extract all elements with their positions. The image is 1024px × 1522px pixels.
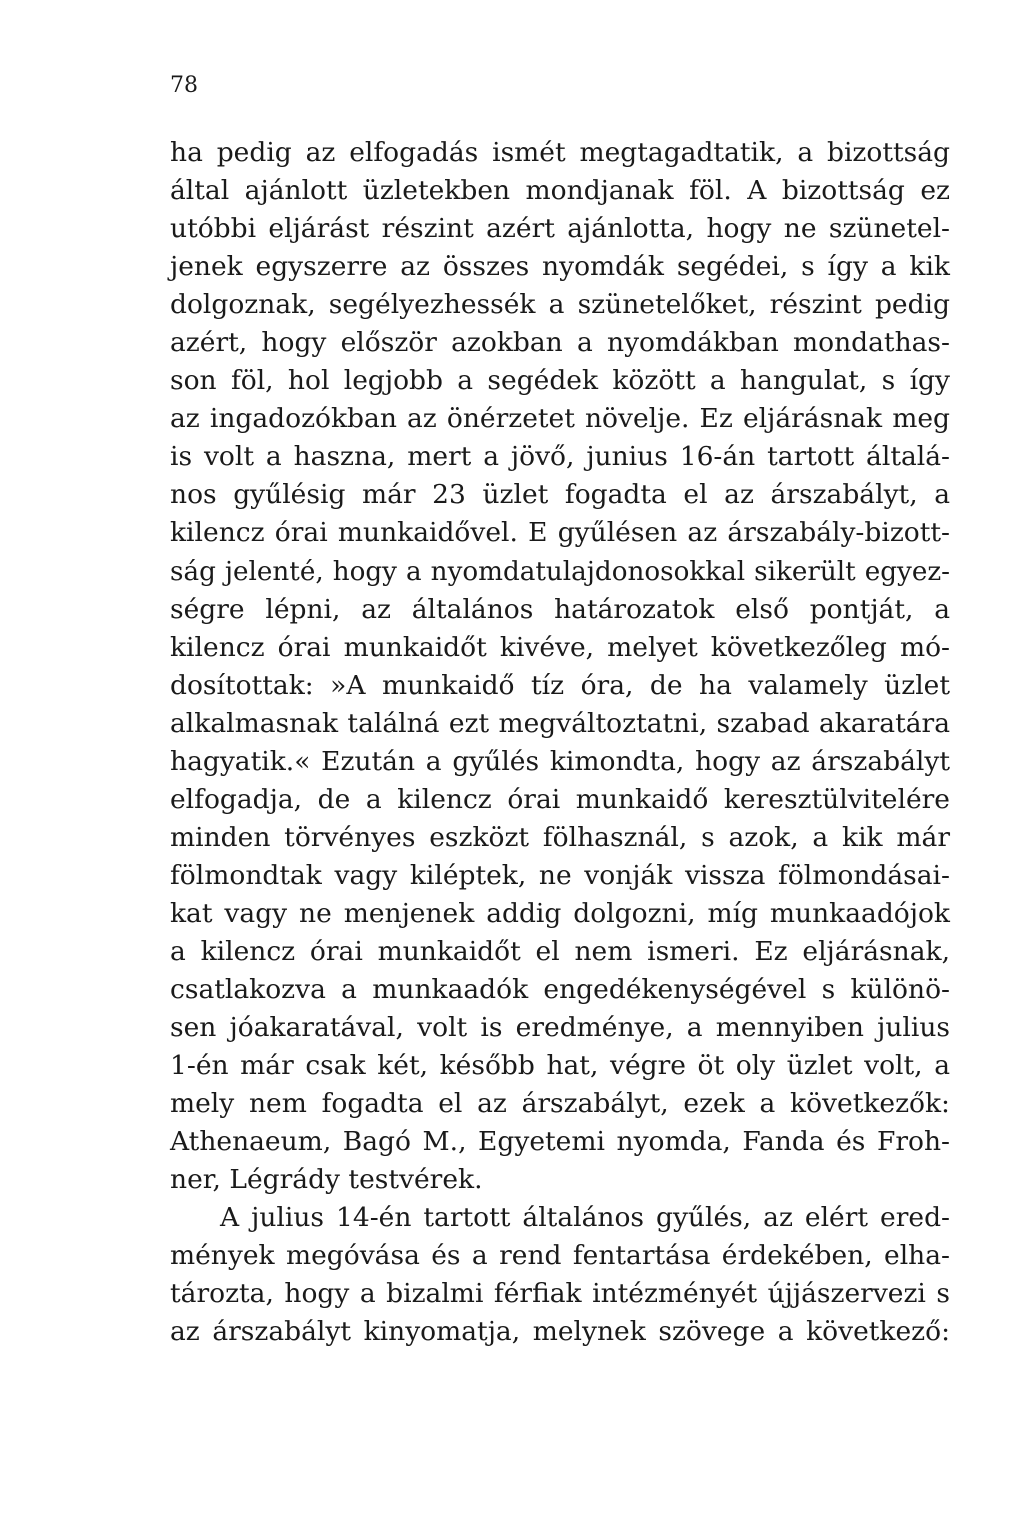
text-line: nos gyűlésig már 23 üzlet fogadta el az árszabályt, a — [170, 479, 950, 511]
text-line: son föl, hol legjobb a segédek között a hangulat, s így — [170, 365, 950, 397]
text-line: Athenaeum, Bagó M., Egyetemi nyomda, Fanda és Froh- — [170, 1126, 950, 1158]
text-line: kilencz órai munkaidővel. E gyűlésen az árszabály-bizott- — [170, 517, 950, 549]
text-line: által ajánlott üzletekben mondjanak föl. A bizottság ez — [170, 175, 950, 207]
text-line: csatlakozva a munkaadók engedékenységével s különö- — [170, 974, 950, 1006]
body-text — [170, 134, 950, 1352]
text-line: ság jelenté, hogy a nyomdatulajdonosokkal sikerült egyez- — [170, 556, 950, 587]
text-line: jenek egyszerre az összes nyomdák segédei, s így a kik — [170, 251, 950, 283]
paragraph-end-line: ner, Légrády testvérek. — [170, 1164, 483, 1196]
text-line: kilencz órai munkaidőt kivéve, melyet következőleg mó- — [170, 631, 950, 663]
text-line: az árszabályt kinyomatja, melynek szövege a következő: — [170, 1316, 950, 1348]
text-line: tározta, hogy a bizalmi férfiak intézményét újjászervezi s — [170, 1278, 950, 1310]
text-line: ha pedig az elfogadás ismét megtagadtatik, a bizottság — [170, 137, 950, 168]
text-line: is volt a haszna, mert a jövő, junius 16-án tartott általá- — [170, 441, 950, 473]
text-line: az ingadozókban az önérzetet növelje. Ez eljárásnak meg — [170, 403, 950, 435]
text-line: dosítottak: »A munkaidő tíz óra, de ha valamely üzlet — [170, 669, 950, 701]
text-line: mely nem fogadta el az árszabályt, ezek a következők: — [170, 1088, 950, 1120]
text-line: alkalmasnak találná ezt megváltoztatni, szabad akaratára — [170, 707, 950, 739]
text-line: a kilencz órai munkaidőt el nem ismeri. Ez eljárásnak, — [170, 935, 950, 967]
text-line: 1-én már csak két, később hat, végre öt oly üzlet volt, a — [170, 1050, 950, 1082]
text-line: sen jóakaratával, volt is eredménye, a mennyiben julius — [170, 1012, 950, 1044]
text-line: ségre lépni, az általános határozatok első pontját, a — [170, 593, 950, 625]
text-line: kat vagy ne menjenek addig dolgozni, míg munkaadójok — [170, 897, 950, 929]
text-line: azért, hogy először azokban a nyomdákban mondathas- — [170, 327, 950, 359]
text-line: utóbbi eljárást részint azért ajánlotta, hogy ne szünetel- — [170, 213, 950, 245]
text-line: elfogadja, de a kilencz órai munkaidő keresztülvitelére — [170, 783, 950, 815]
paragraph-start-line: A julius 14-én tartott általános gyűlés, az elért ered- — [220, 1202, 950, 1234]
text-line: minden törvényes eszközt fölhasznál, s azok, a kik már — [170, 821, 950, 853]
page-number: 78 — [170, 73, 198, 98]
text-line: fölmondtak vagy kiléptek, ne vonják vissza fölmondásai- — [170, 859, 950, 891]
text-line: dolgoznak, segélyezhessék a szünetelőket, részint pedig — [170, 289, 950, 321]
text-line: hagyatik.« Ezután a gyűlés kimondta, hogy az árszabályt — [170, 745, 950, 777]
text-line: mények megóvása és a rend fentartása érdekében, elha- — [170, 1240, 950, 1272]
